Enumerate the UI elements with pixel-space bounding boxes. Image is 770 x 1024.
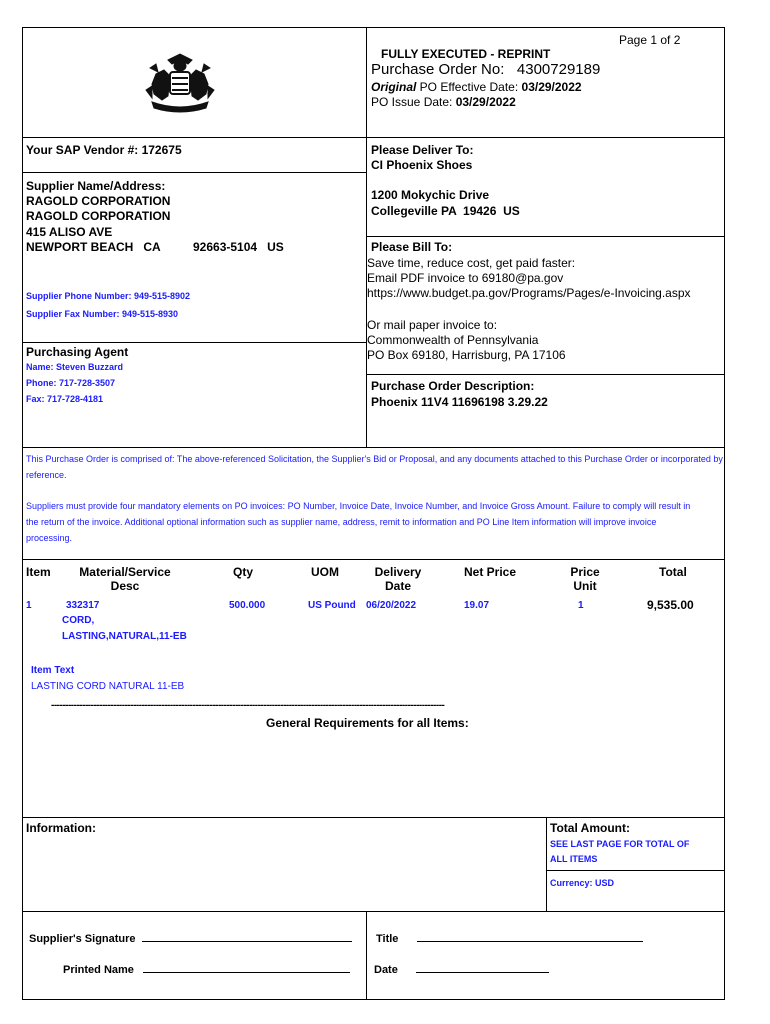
supplier-name-1: RAGOLD CORPORATION	[26, 194, 171, 208]
agent-name: Name: Steven Buzzard	[26, 362, 124, 372]
col-delivery-header-line1: Delivery	[374, 565, 422, 579]
bill-to-line-4: Or mail paper invoice to:	[367, 318, 498, 332]
agent-fax: Fax: 717-728-4181	[26, 394, 104, 404]
printed-name-row	[63, 961, 350, 976]
col-net-price-header: Net Price	[464, 565, 517, 579]
supplier-signature-row	[29, 930, 352, 945]
po-description-value: Phoenix 11V4 11696198 3.29.22	[371, 395, 548, 409]
supplier-signature-line[interactable]	[142, 930, 352, 942]
row-uom: US Pound	[308, 600, 356, 611]
item-text-label: Item Text	[31, 665, 75, 676]
bill-to-line-3[interactable]: https://www.budget.pa.gov/Programs/Pages/e-Invoicing.aspx	[367, 286, 691, 300]
col-material-header-line1: Material/Service	[79, 565, 171, 579]
col-delivery-header	[366, 565, 430, 593]
header-divider	[22, 137, 725, 138]
supplier-zip: 92663-5104 US	[193, 240, 284, 254]
effective-prefix: Original	[371, 80, 417, 94]
col-uom-header: UOM	[311, 565, 339, 579]
signature-vertical-divider	[366, 911, 367, 1000]
col-qty-header: Qty	[233, 565, 254, 579]
bill-to-line-2: Email PDF invoice to 69180@pa.gov	[367, 271, 564, 285]
row-qty: 500.000	[229, 600, 266, 611]
page-number: Page 1 of 2	[619, 33, 681, 47]
po-description-label: Purchase Order Description:	[371, 379, 535, 393]
date-label: Date	[374, 964, 398, 976]
pennsylvania-seal-icon	[140, 50, 220, 116]
row-material-line2: CORD,	[62, 615, 95, 626]
notice-paragraph-2: Suppliers must provide four mandatory elements on PO invoices: PO Number, Invoice Date, Invoice Number, and Invoice Gross Amount. Failure to comply will result in the return of the invoice. Additional optional information such as supplier name, address, remit to information and PO Line Item information will improve invoice processing.	[26, 501, 691, 543]
signature-divider	[22, 911, 725, 912]
description-divider	[366, 374, 725, 375]
sap-vendor-number: Your SAP Vendor #: 172675	[26, 143, 182, 157]
row-net-price: 19.07	[464, 600, 490, 611]
general-requirements-title: General Requirements for all Items:	[266, 716, 469, 730]
col-price-unit-header-line2: Unit	[573, 579, 597, 593]
col-item-header: Item	[26, 565, 51, 579]
date-row	[374, 961, 549, 976]
issue-date-line	[371, 95, 516, 109]
info-vertical-divider	[546, 817, 547, 911]
currency-divider	[546, 870, 725, 871]
supplier-fax: Supplier Fax Number: 949-515-8930	[26, 309, 179, 319]
row-material-line3: LASTING,NATURAL,11-EB	[62, 631, 187, 642]
supplier-name-2: RAGOLD CORPORATION	[26, 209, 171, 223]
total-note-line2: ALL ITEMS	[550, 854, 598, 864]
info-divider	[22, 817, 725, 818]
effective-label: PO Effective Date:	[416, 80, 522, 94]
po-number: 4300729189	[516, 61, 601, 78]
col-price-unit-header-line1: Price	[570, 565, 600, 579]
row-item: 1	[26, 600, 32, 611]
agent-phone: Phone: 717-728-3507	[26, 378, 116, 388]
issue-date: 03/29/2022	[455, 95, 516, 109]
title-line[interactable]	[417, 930, 643, 942]
po-number-line	[371, 61, 600, 78]
total-note-line1: SEE LAST PAGE FOR TOTAL OF	[550, 839, 690, 849]
supplier-city: NEWPORT BEACH CA	[26, 240, 161, 254]
date-line[interactable]	[416, 961, 549, 973]
bill-to-line-5: Commonwealth of Pennsylvania	[367, 333, 539, 347]
table-top-divider	[22, 559, 725, 560]
row-price-unit: 1	[578, 600, 584, 611]
deliver-to-label: Please Deliver To:	[371, 143, 474, 157]
title-label: Title	[376, 933, 399, 945]
notice-paragraph-1: This Purchase Order is comprised of: The above-referenced Solicitation, the Supplier's Bid or Proposal, and any documents attached to this Purchase Order or incorporated by reference.	[26, 454, 723, 480]
purchasing-agent-title: Purchasing Agent	[26, 345, 129, 359]
information-label: Information:	[26, 821, 96, 835]
po-label: Purchase Order No:	[371, 61, 505, 78]
printed-name-line[interactable]	[143, 961, 350, 973]
row-delivery: 06/20/2022	[366, 600, 417, 611]
issue-label: PO Issue Date:	[371, 95, 456, 109]
supplier-phone: Supplier Phone Number: 949-515-8902	[26, 291, 191, 301]
printed-name-label: Printed Name	[63, 964, 134, 976]
deliver-to-street: 1200 Mokychic Drive	[371, 188, 490, 202]
row-total: 9,535.00	[647, 598, 694, 612]
effective-date: 03/29/2022	[521, 80, 582, 94]
notice-divider	[22, 447, 725, 448]
title-row	[376, 930, 643, 945]
col-material-header	[70, 565, 180, 593]
row-material-code: 332317	[66, 600, 100, 611]
deliver-to-name: CI Phoenix Shoes	[371, 158, 473, 172]
effective-date-line	[371, 80, 582, 94]
col-delivery-header-line2: Date	[384, 579, 411, 593]
bill-to-label: Please Bill To:	[371, 240, 453, 254]
supplier-address-label: Supplier Name/Address:	[26, 179, 166, 193]
bill-to-line-6: PO Box 69180, Harrisburg, PA 17106	[367, 348, 566, 362]
col-total-header: Total	[659, 565, 687, 579]
vendor-divider	[22, 172, 366, 173]
agent-divider	[22, 342, 366, 343]
dashed-separator: -------------------------------------------------------------------------------------------------------------------------------------------	[51, 700, 445, 711]
bill-divider	[366, 236, 725, 237]
total-amount-label: Total Amount:	[550, 821, 630, 835]
reprint-status: FULLY EXECUTED - REPRINT	[381, 47, 551, 61]
col-price-unit-header	[560, 565, 610, 593]
supplier-street: 415 ALISO AVE	[26, 225, 113, 239]
col-material-header-line2: Desc	[110, 579, 140, 593]
supplier-signature-label: Supplier's Signature	[29, 933, 136, 945]
deliver-to-city: Collegeville PA 19426 US	[371, 204, 520, 218]
header-vertical-divider	[366, 27, 367, 447]
item-text-value: LASTING CORD NATURAL 11-EB	[31, 681, 185, 692]
bill-to-line-1: Save time, reduce cost, get paid faster:	[367, 256, 576, 270]
currency: Currency: USD	[550, 878, 615, 888]
